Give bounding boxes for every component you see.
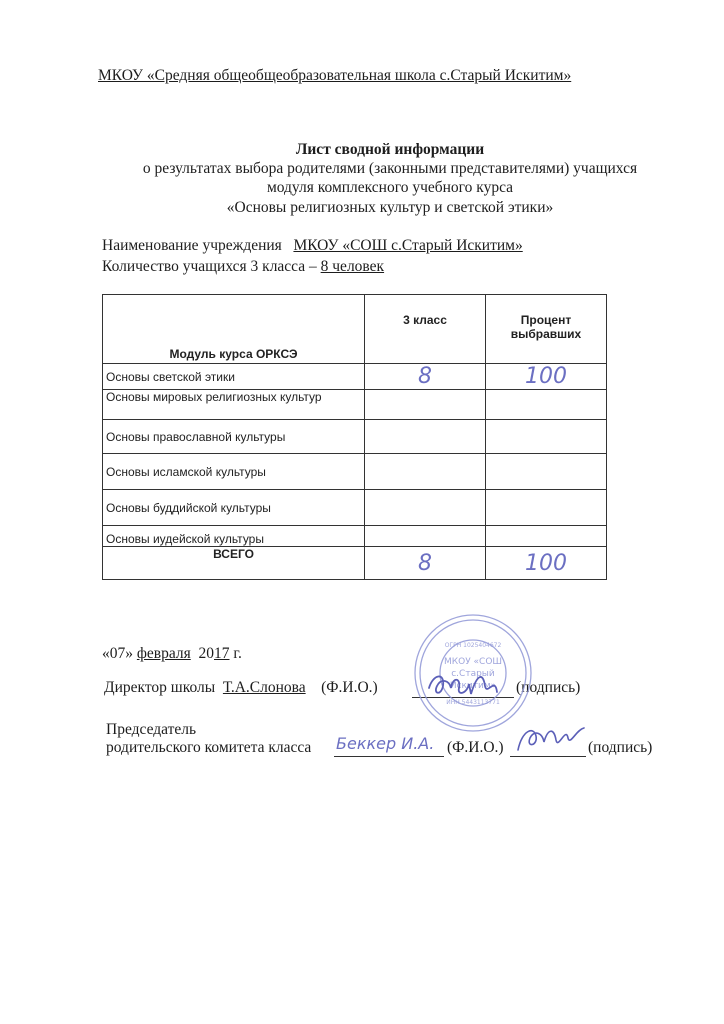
table-row xyxy=(103,364,607,390)
chairman-sign-label: (подпись) xyxy=(588,739,653,756)
date-day: «07» xyxy=(102,645,133,662)
institution-value: МКОУ «СОШ с.Старый Искитим» xyxy=(293,237,523,254)
director-label: Директор школы xyxy=(104,679,216,696)
total-count: 8 xyxy=(365,547,486,580)
date-year-suffix: 17 xyxy=(214,645,230,662)
table-row xyxy=(103,526,607,547)
document-title: Лист сводной информации xyxy=(295,141,485,158)
row-percent xyxy=(486,454,607,490)
row-count xyxy=(365,390,486,420)
row-count xyxy=(365,454,486,490)
header-percent-line2: выбравших xyxy=(510,327,582,341)
total-label: ВСЕГО xyxy=(103,547,365,580)
header-percent xyxy=(486,295,607,364)
table-row xyxy=(103,490,607,526)
chairman-name: Беккер И.А. xyxy=(336,734,435,753)
row-module-name: Основы православной культуры xyxy=(103,420,365,454)
header-percent-line1: Процент xyxy=(520,313,572,327)
stamp-text-inn: ИНН 5443113771 xyxy=(446,699,500,706)
stamp-text-ogrn: ОГРН 1025404672 xyxy=(444,642,502,649)
chairman-name-line xyxy=(334,756,444,757)
chairman-fio-label: (Ф.И.О.) xyxy=(447,739,504,756)
row-count xyxy=(365,420,486,454)
table-row xyxy=(103,420,607,454)
row-count xyxy=(365,526,486,547)
row-module-name: Основы исламской культуры xyxy=(103,454,365,490)
row-module-name: Основы мировых религиозных культур xyxy=(103,390,365,420)
institution-label: Наименование учреждения xyxy=(102,237,282,254)
row-percent xyxy=(486,490,607,526)
chairman-line xyxy=(106,739,311,757)
date-year-mark: г. xyxy=(233,645,242,662)
students-line xyxy=(102,258,384,276)
document-subtitle-1: о результатах выбора родителями (законными представителями) учащихся xyxy=(142,160,638,177)
row-module-name: Основы иудейской культуры xyxy=(103,526,365,547)
school-name: МКОУ «Средняя общеобщеобразовательная школа с.Старый Искитим» xyxy=(98,67,572,84)
director-fio-label: (Ф.И.О.) xyxy=(321,679,378,696)
document-subtitle-2: модуля комплексного учебного курса xyxy=(266,179,514,196)
date-year-prefix: 20 xyxy=(198,645,214,662)
row-count: 8 xyxy=(365,364,486,390)
row-percent xyxy=(486,420,607,454)
date-month: февраля xyxy=(136,645,191,662)
row-percent: 100 xyxy=(486,364,607,390)
director-sign-label: (подпись) xyxy=(516,679,581,696)
director-signature-icon xyxy=(425,666,515,702)
chairman-label-1: Председатель xyxy=(106,721,197,738)
document-subtitle-3: «Основы религиозных культур и светской этики» xyxy=(226,199,554,216)
total-percent: 100 xyxy=(486,547,607,580)
table-header-row xyxy=(103,295,607,364)
date-line xyxy=(102,645,242,663)
director-line xyxy=(104,679,378,697)
row-count xyxy=(365,490,486,526)
chairman-signature-icon xyxy=(512,720,592,760)
row-module-name: Основы светской этики xyxy=(103,364,365,390)
table-total-row xyxy=(103,547,607,580)
row-percent xyxy=(486,390,607,420)
students-label: Количество учащихся 3 класса – xyxy=(102,258,317,275)
header-module: Модуль курса ОРКСЭ xyxy=(103,295,365,364)
director-name: Т.А.Слонова xyxy=(222,679,306,696)
stamp-text-mid: с.Старый xyxy=(451,669,495,679)
table-row xyxy=(103,390,607,420)
students-value: 8 человек xyxy=(320,258,385,275)
stamp-text-bot: Искитим» xyxy=(449,681,497,691)
chairman-label-2: родительского комитета класса xyxy=(106,739,312,756)
institution-line xyxy=(102,237,523,255)
header-class: 3 класс xyxy=(365,295,486,364)
row-percent xyxy=(486,526,607,547)
table-row xyxy=(103,454,607,490)
results-table xyxy=(102,294,607,580)
stamp-text-top: МКОУ «СОШ xyxy=(443,657,503,667)
row-module-name: Основы буддийской культуры xyxy=(103,490,365,526)
